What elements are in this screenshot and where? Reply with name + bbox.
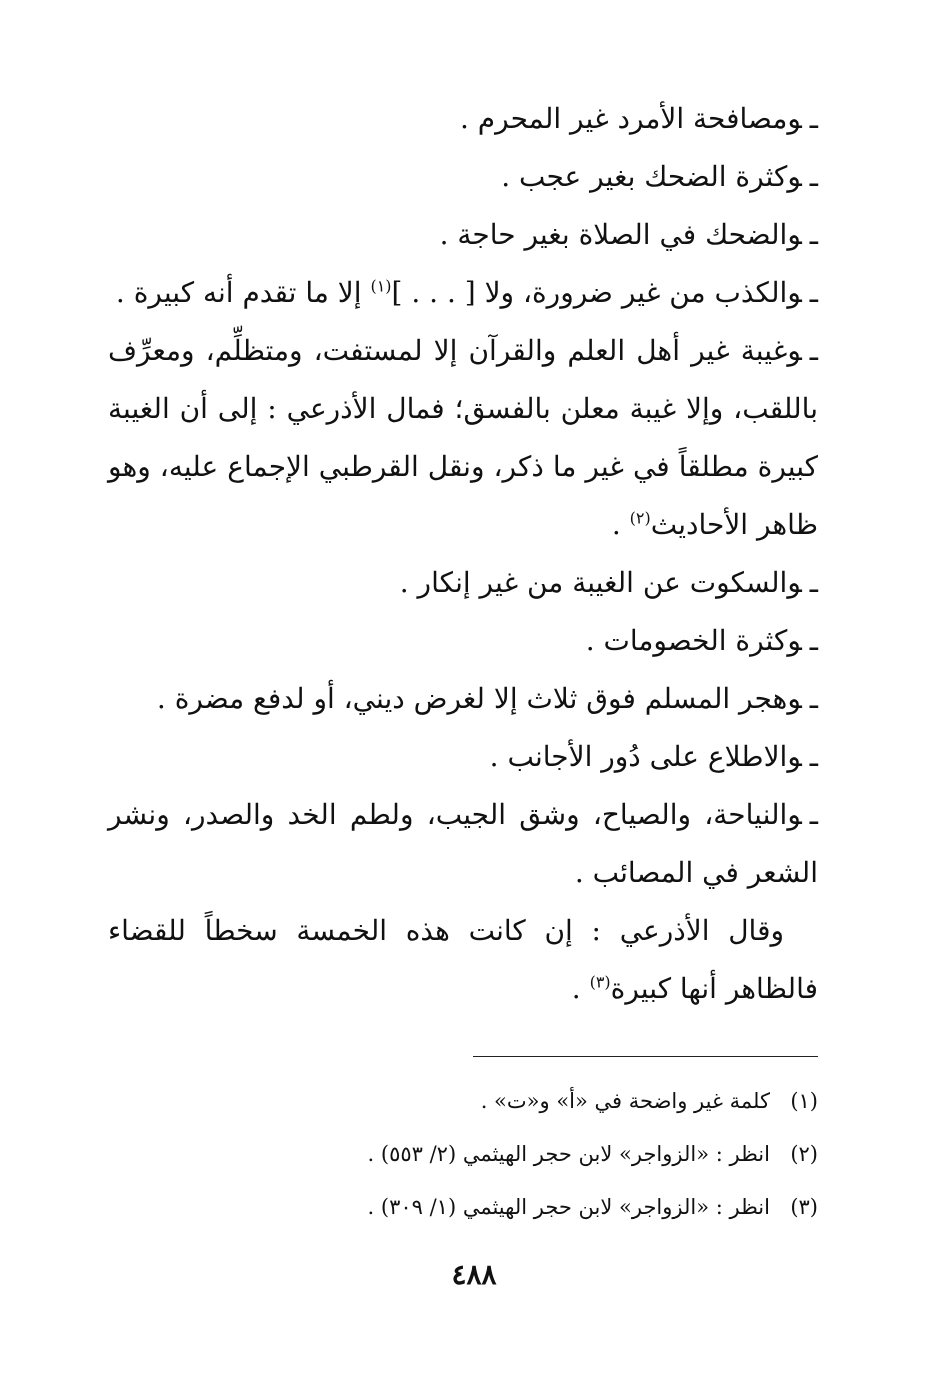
footnote-number: (٢) bbox=[790, 1142, 818, 1166]
list-item bbox=[108, 612, 818, 670]
page-number: ٤٨٨ bbox=[451, 1258, 497, 1291]
footnote-number: (١) bbox=[790, 1089, 818, 1113]
list-item-lie bbox=[108, 264, 818, 322]
item-text: والاطلاع على دُور الأجانب . bbox=[489, 740, 802, 773]
item-text-end: . bbox=[611, 508, 630, 541]
list-item bbox=[108, 148, 818, 206]
item-text: والسكوت عن الغيبة من غير إنكار . bbox=[399, 566, 802, 599]
footnote bbox=[108, 1181, 818, 1234]
footnote-ref: (٣) bbox=[589, 972, 611, 992]
footnote-text: انظر : «الزواجر» لابن حجر الهيثمي (٢/ ٥٥٣) . bbox=[367, 1142, 770, 1166]
bullet-dash: ـ bbox=[809, 102, 818, 135]
footnote-number: (٣) bbox=[790, 1195, 818, 1219]
item-text: ومصافحة الأمرد غير المحرم . bbox=[459, 102, 802, 135]
list-item bbox=[108, 786, 818, 902]
bullet-dash: ـ bbox=[809, 334, 818, 367]
item-text: وهجر المسلم فوق ثلاث إلا لغرض ديني، أو لدفع مضرة . bbox=[156, 682, 802, 715]
bullet-dash: ـ bbox=[809, 218, 818, 251]
list-item bbox=[108, 670, 818, 728]
item-text: والكذب من غير ضرورة، ولا [ . . . ] bbox=[391, 276, 802, 309]
list-item bbox=[108, 90, 818, 148]
closing-paragraph bbox=[108, 902, 818, 1018]
footnote-text: انظر : «الزواجر» لابن حجر الهيثمي (١/ ٣٠٩) . bbox=[367, 1195, 770, 1219]
footnote-text: كلمة غير واضحة في «أ» و«ت» . bbox=[480, 1089, 770, 1113]
item-text: والنياحة، والصياح، وشق الجيب، ولطم الخد والصدر، ونشر الشعر في المصائب . bbox=[108, 798, 818, 889]
list-item bbox=[108, 206, 818, 264]
item-text: وكثرة الخصومات . bbox=[585, 624, 802, 657]
footnote bbox=[108, 1075, 818, 1128]
item-text: والضحك في الصلاة بغير حاجة . bbox=[439, 218, 802, 251]
list-item bbox=[108, 728, 818, 786]
footnotes bbox=[108, 1075, 818, 1234]
item-text: وكثرة الضحك بغير عجب . bbox=[501, 160, 802, 193]
bullet-dash: ـ bbox=[809, 566, 818, 599]
footnote bbox=[108, 1128, 818, 1181]
footnote-ref: (١) bbox=[370, 276, 392, 296]
list-item bbox=[108, 554, 818, 612]
page-body bbox=[108, 90, 818, 1234]
bullet-dash: ـ bbox=[809, 682, 818, 715]
bullet-dash: ـ bbox=[809, 276, 818, 309]
bullet-dash: ـ bbox=[809, 798, 818, 831]
bullet-dash: ـ bbox=[809, 160, 818, 193]
footnote-divider bbox=[473, 1056, 818, 1057]
footnote-ref: (٢) bbox=[629, 508, 651, 528]
item-text: وغيبة غير أهل العلم والقرآن إلا لمستفت، ومتظلِّم، ومعرِّف باللقب، وإلا غيبة معلن بالفسق؛ فمال الأذرعي : إلى أن الغيبة كبيرة مطلقاً في غير ما ذكر، ونقل القرطبي الإجماع عليه، وهو ظاهر الأحاديث bbox=[108, 334, 818, 541]
list-item-gheeba bbox=[108, 322, 818, 554]
item-text-after: إلا ما تقدم أنه كبيرة . bbox=[115, 276, 371, 309]
bullet-dash: ـ bbox=[809, 740, 818, 773]
paragraph-end: . bbox=[571, 972, 590, 1005]
paragraph-text: وقال الأذرعي : إن كانت هذه الخمسة سخطاً للقضاء فالظاهر أنها كبيرة bbox=[108, 914, 818, 1005]
bullet-dash: ـ bbox=[809, 624, 818, 657]
